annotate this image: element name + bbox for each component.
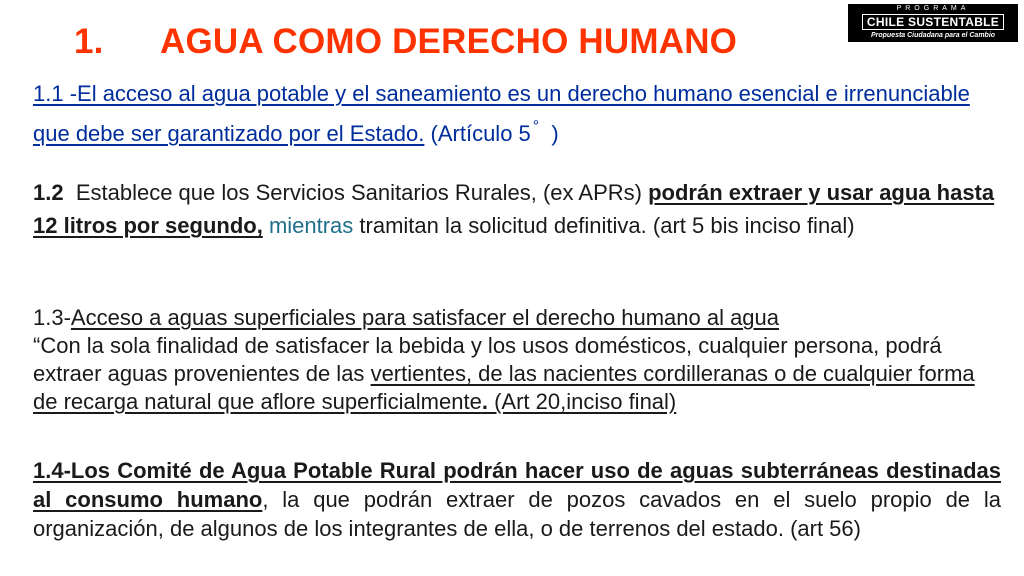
paragraph-1-1-text: 1.1 -El acceso al agua potable y el saneamiento es un derecho humano esencial e irrenunciable que debe ser garantizado por el Estado. — [33, 81, 970, 146]
paragraph-1-2-intro: Establece que los Servicios Sanitarios Rurales, (ex APRs) — [75, 180, 642, 205]
chile-sustentable-logo — [848, 4, 1018, 42]
paragraph-1-2-connector: mientras — [268, 213, 354, 238]
paragraph-1-3-number: 1.3- — [33, 305, 71, 330]
paragraph-1-1 — [33, 77, 1001, 150]
paragraph-1-2-emphasis: podrán extraer y usar agua hasta 12 litros por segundo, — [33, 180, 995, 238]
title-number: 1. — [74, 22, 104, 61]
paragraph-1-2-number: 1.2 — [33, 180, 64, 205]
paragraph-1-3 — [33, 304, 1001, 416]
title-text: AGUA COMO DERECHO HUMANO — [160, 22, 738, 61]
paragraph-1-3-underlined: vertientes, de las nacientes cordilleranas o de cualquier forma de recarga natural que aflore superficialmente. (Art 20,inciso final) — [33, 361, 975, 414]
paragraph-1-3-quote: “Con la sola finalidad de satisfacer la bebida y los usos domésticos, cualquier persona, podrá extraer aguas provenientes de las — [33, 333, 942, 386]
logo-main-text: CHILE SUSTENTABLE — [862, 14, 1004, 30]
paragraph-1-4-rest: , la que podrán extraer de pozos cavados en el suelo propio de la organización, de algunos de los integrantes de ella, o de terrenos del estado. (art 56) — [33, 487, 1001, 541]
paragraph-1-4 — [33, 456, 1001, 543]
logo-top-text: PROGRAMA — [896, 5, 970, 12]
paragraph-1-1-reference: (Artículo 5 ° ) — [430, 118, 559, 146]
paragraph-1-2-rest: tramitan la solicitud definitiva. (art 5 bis inciso final) — [359, 213, 855, 238]
logo-sub-text: Propuesta Ciudadana para el Cambio — [870, 32, 996, 39]
paragraph-1-4-emphasis: 1.4-Los Comité de Agua Potable Rural podrán hacer uso de aguas subterráneas destinadas al consumo humano — [33, 458, 1001, 512]
degree-symbol: ° — [532, 118, 540, 135]
page-title — [74, 22, 737, 62]
paragraph-1-2 — [33, 176, 1001, 242]
paragraph-1-3-reference: (Art 20,inciso final) — [494, 389, 677, 414]
paragraph-1-3-heading: Acceso a aguas superficiales para satisfacer el derecho humano al agua — [70, 305, 780, 330]
